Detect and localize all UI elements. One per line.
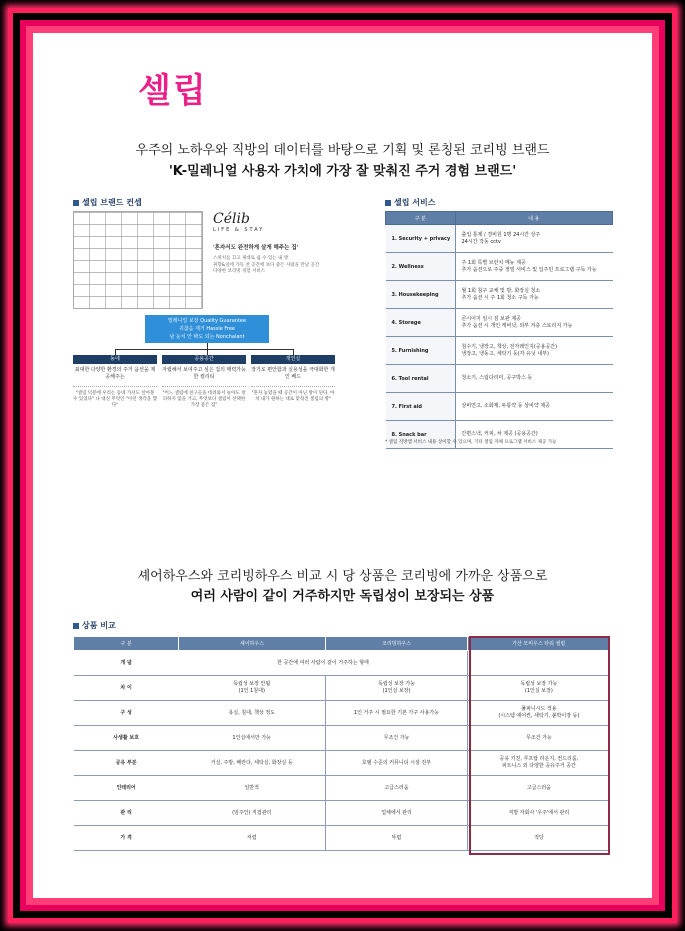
service-name: 6. Tool rental (386, 365, 456, 393)
compare-header-category: 구 분 (74, 637, 179, 651)
column-header: 동네 (73, 355, 157, 364)
cell: 고급스러움 (325, 776, 468, 801)
services-footnote: * 셀립 직방앱 서비스 내용 상이할 수 있으며, 기타 셀립 자체 프로그램 서비스 제공 가능 (385, 440, 557, 445)
compare-header-sharehouse: 셰어하우스 (179, 637, 326, 651)
cell: 공유 키친, 루프탑 라운지, 컨드리룸, 피트니스 외 다양한 공유주거 공간 (468, 751, 610, 776)
desc-line: 다양한 코리빙 경험 서비스 (213, 269, 266, 274)
brand-logo: 셀립 (138, 71, 208, 111)
cell: 무조건 가능 (468, 726, 610, 751)
service-name: 4. Storage (386, 309, 456, 337)
service-desc: 침수기, 냉장고, 책상, 전자레인지(공용공간) 냉장고, 냉동고, 세탁기 등(각 유닛 내부) (455, 337, 613, 365)
cell: (임주인) 직접관리 (179, 801, 326, 826)
desc-line: 스위치를 끄고 제대로 쉴 수 있는 내 방 (213, 256, 289, 261)
table-row (74, 651, 610, 676)
service-desc: 간편스낵, 커피, 차 제공 (공용공간) (455, 421, 613, 449)
product-comparison-table (73, 636, 610, 851)
connector-line (115, 349, 293, 350)
comparison-intro-line-1: 셰어하우스와 코리빙하우스 비교 시 당 상품은 코리빙에 가까운 상품으로 (137, 569, 548, 584)
cell: 독립성 보장 가능 (1인실 보장) (325, 676, 468, 701)
services-header-category: 구 분 (386, 212, 456, 225)
column-quote: "어느 셀립에 친구들을 데려와서 놀아도 창피하지 않을 거고, 무엇보다 셀립이 선택한 가장 좋은 집" (162, 386, 246, 409)
row-label: 개 념 (74, 651, 179, 676)
cell: 저렴 (179, 826, 326, 851)
cell: 풀퍼니시드 적용 (시스템 에어컨, 세탁기, 붙박이장 등) (468, 701, 610, 726)
table-row (74, 726, 610, 751)
row-label: 인테리어 (74, 776, 179, 801)
cell: 직방 자회사 '우주'에서 관리 (468, 801, 610, 826)
row-label: 구 성 (74, 701, 179, 726)
service-desc: 주 1회 특별 브런치 메뉴 제공 추가 옵션으로 주중 정밀 서비스 및 입주민 프로그램 구독 가능 (455, 253, 613, 281)
brand-tagline: '혼자서도 완전하게 살게 해주는 집' (213, 245, 299, 251)
row-label: 관 리 (74, 801, 179, 826)
concept-column-common-space (162, 355, 246, 409)
column-quote: "혼자 놓였을 때 공간이 아닌 방이 된다. 마치 내가 원하는 대로 맞춰진 셀립의 방" (251, 386, 335, 403)
services-title-text: 셀립 서비스 (394, 198, 436, 207)
concept-column-private-room (251, 355, 335, 403)
cell: 1인 거주 시 필요한 기본 가구 사용가능 (325, 701, 468, 726)
table-row (74, 676, 610, 701)
row-label: 공유 부분 (74, 751, 179, 776)
square-bullet-icon (385, 200, 391, 206)
table-row (386, 393, 613, 421)
service-name: 3. Housekeeping (386, 281, 456, 309)
table-row (74, 801, 610, 826)
cell: 일반적 (179, 776, 326, 801)
cell: 한 공간에 여러 사람이 같이 거주하는 형태 (179, 651, 468, 676)
headline-line-2: 'K-밀레니얼 사용자 가치에 가장 잘 맞춰진 주거 경험 브랜드' (168, 164, 517, 179)
column-quote: "셀립 덕분에 우리는 동네 가서도 살아볼 수 있었다" 나 대신 무엇인 "이런 생각을 했다" (73, 386, 157, 409)
cell (468, 651, 610, 676)
cell: 욕실, 침대, 책상 정도 (179, 701, 326, 726)
table-row (386, 309, 613, 337)
concept-title-text: 셀립 브랜드 컨셉 (82, 198, 142, 207)
cell: 뚜렴 (325, 826, 468, 851)
table-row (386, 281, 613, 309)
cell: 호텔 수준의 커뮤니티 시설 전부 (325, 751, 468, 776)
table-row (74, 751, 610, 776)
square-bullet-icon (73, 623, 79, 629)
service-desc: 월 1회 침구 교체 및 방, 화장실 청소 추가 옵션 시 주 1회 청소 구독 가능 (455, 281, 613, 309)
headline-line-1: 우주의 노하우와 직방의 데이터를 바탕으로 기획 및 론칭된 코리빙 브랜드 (135, 143, 550, 158)
column-header: 개인실 (251, 355, 335, 364)
compare-title-text: 상품 비교 (82, 621, 116, 630)
column-body: 최대한 다양한 환경의 주거 옵션을 제공해주는 (74, 367, 156, 380)
service-name: 2. Wellness (386, 253, 456, 281)
concept-section-title (73, 197, 142, 208)
square-bullet-icon (73, 200, 79, 206)
cell: 업체에서 관리 (325, 801, 468, 826)
table-row (74, 701, 610, 726)
brand-subtitle: LIFE & STAY (213, 227, 265, 233)
column-header: 공용공간 (162, 355, 246, 364)
service-name: 1. Security + privacy (386, 225, 456, 253)
cell: 독립성 보장 안됨 (1인 1침대) (179, 676, 326, 701)
cell: 고급스러움 (468, 776, 610, 801)
column-body: 자립해서 보여주고 싶은 집의 매력가능한 컬리티 (162, 367, 246, 380)
service-desc: 콘시어지 임시 짐 보관 제공 추가 옵션 시 개인 캐비닛, 외부 저층 스토리지 가능 (455, 309, 613, 337)
brand-name: Célib (213, 211, 250, 227)
value-line: 밀레니얼 보장 Quality Guarantee (167, 318, 247, 324)
concept-column-neighborhood (73, 355, 157, 409)
table-row (74, 776, 610, 801)
service-name: 7. First aid (386, 393, 456, 421)
table-row (386, 337, 613, 365)
compare-header-celib: 가산 모비우스 타워 셀립 (468, 637, 610, 651)
value-line: 귀찮음 제거 Hassle Free (178, 326, 236, 332)
value-line: 남 눈치 안 봐도 되는 Nonchalant (169, 334, 245, 340)
row-label: 가 격 (74, 826, 179, 851)
service-desc: 청소기, 스팀다리미, 공구박스 등 (455, 365, 613, 393)
comparison-intro-line-2: 여러 사람이 같이 거주하지만 독립성이 보장되는 상품 (190, 589, 495, 604)
cell: 무조건 가능 (325, 726, 468, 751)
service-desc: 출입 통제 / 경비원 1명 24시간 상주 24시간 작동 cctv (455, 225, 613, 253)
service-name: 8. Snack bar (386, 421, 456, 449)
table-row (74, 826, 610, 851)
document-page (33, 33, 652, 898)
cell: 거실, 주방, 베란다, 세탁실, 화장실 등 (179, 751, 326, 776)
value-box (145, 315, 269, 343)
table-row (386, 365, 613, 393)
row-label: 차 이 (74, 676, 179, 701)
compare-header-coliving: 코리빙하우스 (325, 637, 468, 651)
cell: 독립성 보장 가능 (1인실 보장) (468, 676, 610, 701)
table-row (386, 225, 613, 253)
brand-info (213, 211, 335, 276)
services-section-title (385, 197, 435, 208)
services-header-content: 내 용 (455, 212, 613, 225)
brand-concept-diagram (73, 211, 335, 451)
service-name: 5. Furnishing (386, 337, 456, 365)
cell: 1인실에서만 가능 (179, 726, 326, 751)
desc-line: 취향&일에 가득 찬 공간에 보다 좋은 사람을 만날 공간 (213, 262, 320, 268)
brand-description (213, 256, 335, 276)
row-label: 사생활 보호 (74, 726, 179, 751)
table-row (386, 253, 613, 281)
compare-section-title (73, 620, 116, 631)
services-table (385, 211, 613, 449)
column-body: 장기로 편안함과 실용성을 극대화한 개인 베드 (251, 367, 335, 380)
building-illustration (73, 211, 203, 309)
service-desc: 상비연고, 소화제, 두통약 등 상비약 제공 (455, 393, 613, 421)
cell: 적당 (468, 826, 610, 851)
